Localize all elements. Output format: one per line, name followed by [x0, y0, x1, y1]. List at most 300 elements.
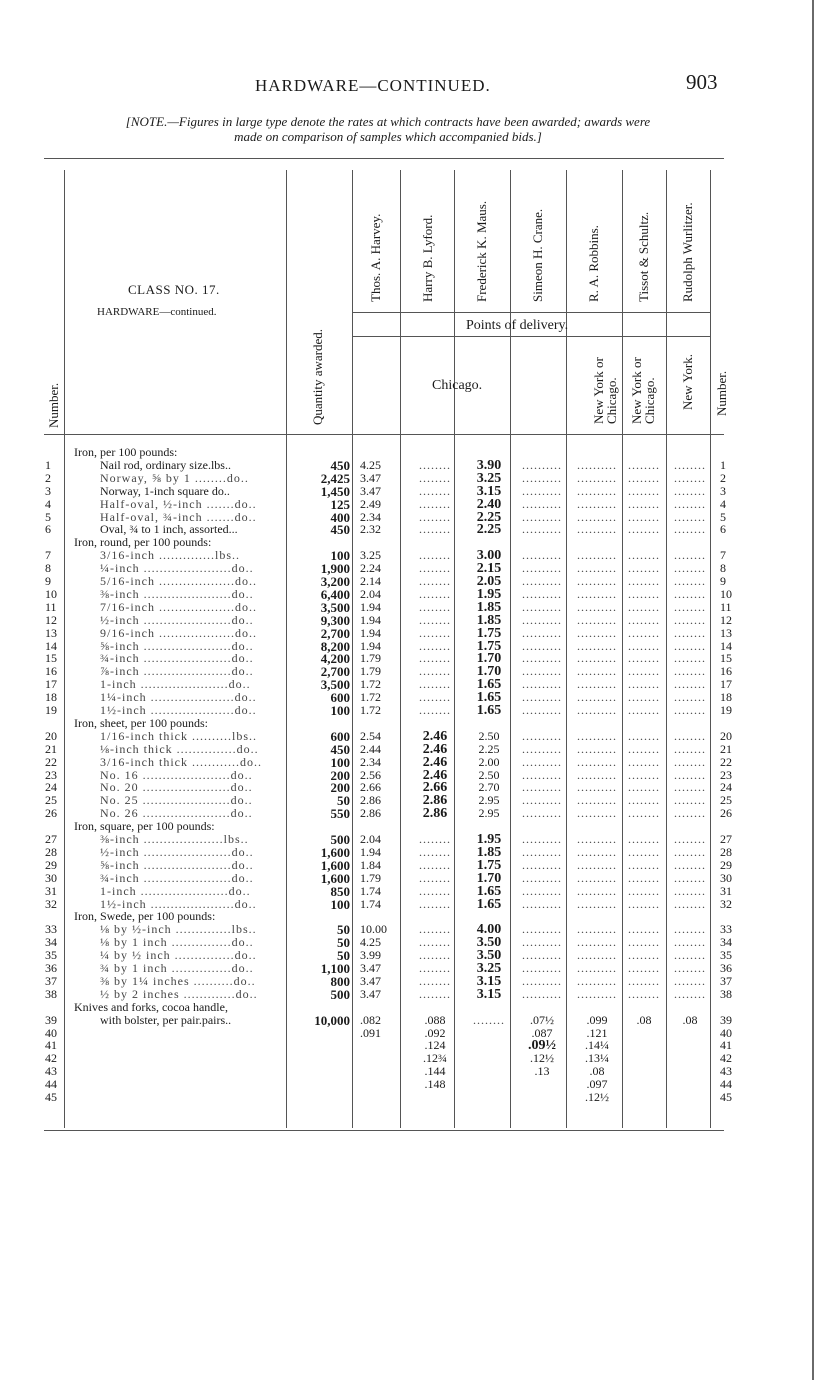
bid-tissot: ........ — [628, 561, 660, 576]
bid-crane: .......... — [522, 677, 562, 692]
bid-crane: .......... — [522, 832, 562, 846]
bid-robbins: .......... — [577, 638, 617, 653]
bid-robbins: .......... — [577, 728, 617, 743]
row-number-right: 14 — [720, 638, 732, 653]
bid-harvey: 4.25 — [360, 457, 381, 472]
bid-robbins: .14¼ — [585, 1038, 609, 1053]
bid-lyford: 2.46 — [422, 754, 448, 770]
quantity-awarded: 600 — [330, 728, 350, 744]
bid-wurlitzer: ........ — [674, 483, 706, 498]
bid-tissot: ........ — [628, 935, 660, 950]
bid-harvey: 1.94 — [360, 612, 381, 627]
bid-wurlitzer: ........ — [674, 522, 706, 537]
table-row — [40, 730, 760, 743]
bid-robbins: .......... — [577, 586, 617, 601]
bid-tissot: ........ — [628, 844, 660, 859]
bid-maus: 2.15 — [476, 561, 502, 577]
quantity-awarded: 2,700 — [320, 664, 350, 680]
bid-maus: 4.00 — [476, 922, 502, 938]
table-row — [40, 988, 760, 1001]
bid-wurlitzer: ........ — [674, 986, 706, 1001]
bid-crane: .......... — [522, 728, 562, 743]
row-number: 32 — [45, 896, 57, 911]
bid-maus: 2.25 — [476, 522, 502, 538]
bid-tissot: ........ — [628, 832, 660, 846]
bid-robbins: .......... — [577, 793, 617, 808]
bid-lyford: .088 — [424, 1012, 446, 1027]
item-description: No. 20 ......................do.. — [100, 781, 253, 795]
table-row — [40, 485, 760, 498]
bid-crane: .......... — [522, 767, 562, 782]
bid-harvey: 1.84 — [360, 857, 381, 872]
bid-robbins: .......... — [577, 948, 617, 963]
table-row — [40, 859, 760, 872]
quantity-awarded: 3,500 — [320, 599, 350, 615]
row-number-right: 4 — [720, 496, 726, 511]
bid-maus: 1.65 — [476, 677, 502, 693]
bidder-header-crane: Simeon H. Crane. — [530, 208, 545, 302]
row-number: 21 — [45, 741, 57, 756]
bid-harvey: 2.86 — [360, 793, 381, 808]
bid-lyford: ........ — [419, 574, 451, 588]
item-description: ¼-inch ......................do.. — [100, 562, 254, 576]
bid-wurlitzer: ........ — [674, 728, 706, 743]
bid-lyford: 2.46 — [422, 741, 448, 757]
bid-maus: 3.15 — [476, 986, 502, 1002]
item-description: ⅜-inch ......................do.. — [100, 587, 254, 601]
row-number-right: 45 — [720, 1090, 732, 1104]
item-description: Iron, per 100 pounds: — [74, 446, 178, 459]
row-number: 6 — [45, 522, 51, 537]
bid-maus: 2.25 — [476, 509, 502, 525]
bid-tissot: ........ — [628, 677, 660, 692]
row-number-right: 38 — [720, 986, 732, 1001]
quantity-awarded: 50 — [337, 793, 350, 809]
bid-wurlitzer: ........ — [674, 922, 706, 937]
bidder-header-lyford: Harry B. Lyford. — [420, 214, 435, 302]
bid-crane: .......... — [522, 703, 562, 717]
bid-wurlitzer: ........ — [674, 741, 706, 756]
row-number: 38 — [45, 986, 57, 1001]
bid-tissot: ........ — [628, 496, 660, 511]
bid-maus: 2.95 — [478, 806, 500, 821]
bid-robbins: .......... — [577, 857, 617, 872]
bid-tissot: ........ — [628, 522, 660, 537]
delivery-header-robbins: New York or Chicago. — [591, 357, 619, 424]
bid-robbins: .12½ — [585, 1090, 609, 1104]
bid-maus: 2.05 — [476, 574, 502, 589]
delivery-header-wurlitzer: New York. — [680, 354, 695, 410]
item-description: ⅝-inch ......................do.. — [100, 858, 254, 872]
bid-lyford: ........ — [419, 586, 451, 601]
row-number: 16 — [45, 664, 57, 679]
table-row — [40, 1014, 760, 1027]
bid-crane: .......... — [522, 922, 562, 937]
bid-crane: .......... — [522, 883, 562, 898]
bid-lyford: ........ — [419, 832, 451, 846]
bid-tissot: ........ — [628, 793, 660, 808]
bid-maus: 2.50 — [478, 767, 500, 782]
item-description: ⅛ by ½-inch ..............lbs.. — [100, 923, 257, 937]
bid-tissot: ........ — [628, 857, 660, 872]
item-description: 7/16-inch ...................do.. — [100, 600, 257, 614]
table-row — [40, 807, 760, 820]
bid-robbins: .121 — [586, 1025, 608, 1040]
row-number-right: 5 — [720, 509, 726, 524]
bid-lyford: 2.86 — [422, 793, 448, 809]
table-row — [40, 885, 760, 898]
bid-lyford: ........ — [419, 986, 451, 1001]
bid-maus: 1.75 — [476, 625, 502, 641]
row-number-right: 40 — [720, 1025, 732, 1040]
row-number: 27 — [45, 832, 57, 846]
quantity-awarded: 400 — [330, 509, 350, 525]
row-number-right: 37 — [720, 973, 732, 988]
item-description: 1/16-inch thick ..........lbs.. — [100, 729, 257, 743]
item-description: 1½-inch .....................do.. — [100, 704, 257, 717]
row-number-right: 3 — [720, 483, 726, 498]
quantity-awarded: 500 — [330, 832, 350, 847]
bidder-rule — [352, 312, 710, 313]
bid-lyford: 2.46 — [422, 767, 448, 783]
bid-harvey: 1.72 — [360, 690, 381, 705]
bid-maus: 3.90 — [476, 457, 502, 473]
item-description: ½ by 2 inches .............do.. — [100, 987, 258, 1001]
quantity-awarded: 9,300 — [320, 612, 350, 628]
bid-robbins: .......... — [577, 832, 617, 846]
row-number-right: 17 — [720, 677, 732, 692]
bid-robbins: .......... — [577, 883, 617, 898]
bid-crane: .......... — [522, 548, 562, 563]
bid-wurlitzer: ........ — [674, 599, 706, 614]
row-number-right: 23 — [720, 767, 732, 782]
quantity-awarded: 500 — [330, 986, 350, 1002]
bid-robbins: .......... — [577, 522, 617, 537]
bid-crane: .......... — [522, 470, 562, 485]
bid-robbins: .......... — [577, 496, 617, 511]
item-description: Knives and forks, cocoa handle, — [74, 1000, 228, 1014]
bid-robbins: .......... — [577, 935, 617, 950]
table-row — [40, 872, 760, 885]
bid-robbins: .13¼ — [585, 1051, 609, 1066]
item-description: 1-inch ......................do.. — [100, 678, 251, 692]
item-description: Half-oval, ¾-inch .......do.. — [100, 510, 257, 524]
bid-maus: 3.25 — [476, 961, 502, 976]
bid-crane: .......... — [522, 948, 562, 963]
bid-harvey: 2.54 — [360, 728, 381, 743]
bid-lyford: ........ — [419, 935, 451, 950]
bid-tissot: ........ — [628, 806, 660, 821]
bid-lyford: ........ — [419, 690, 451, 705]
row-number: 22 — [45, 754, 57, 769]
bid-crane: .......... — [522, 561, 562, 576]
bid-maus: 3.50 — [476, 935, 502, 951]
bid-wurlitzer: ........ — [674, 832, 706, 846]
table-row — [40, 975, 760, 988]
item-description: ½-inch ......................do.. — [100, 845, 254, 859]
bid-lyford: 2.66 — [422, 780, 448, 796]
bid-crane: .......... — [522, 509, 562, 524]
bid-crane: .......... — [522, 806, 562, 821]
table-row — [40, 1078, 760, 1091]
row-number: 40 — [45, 1025, 57, 1040]
bid-wurlitzer: ........ — [674, 690, 706, 705]
points-rule — [352, 336, 710, 337]
bid-wurlitzer: ........ — [674, 806, 706, 821]
bid-wurlitzer: ........ — [674, 561, 706, 576]
bid-wurlitzer: ........ — [674, 767, 706, 782]
bid-robbins: .......... — [577, 548, 617, 563]
bid-lyford: .12¾ — [423, 1051, 447, 1066]
page-number: 903 — [686, 70, 718, 94]
bid-tissot: ........ — [628, 625, 660, 640]
page-edge-line — [812, 0, 814, 1380]
bid-crane: .......... — [522, 973, 562, 988]
row-number-right: 44 — [720, 1077, 732, 1092]
bid-harvey: 4.25 — [360, 935, 381, 950]
bid-harvey: .091 — [360, 1025, 381, 1040]
bid-robbins: .......... — [577, 986, 617, 1001]
bid-tissot: ........ — [628, 767, 660, 782]
bid-crane: .......... — [522, 625, 562, 640]
item-description: Norway, 1-inch square do.. — [100, 484, 230, 498]
bid-crane: .......... — [522, 935, 562, 950]
bid-tissot: ........ — [628, 754, 660, 769]
quantity-awarded: 100 — [330, 548, 350, 564]
bid-wurlitzer: ........ — [674, 754, 706, 769]
row-number: 7 — [45, 548, 51, 563]
bid-robbins: .099 — [586, 1012, 608, 1027]
bid-harvey: 2.66 — [360, 780, 381, 795]
item-description: ¾-inch ......................do.. — [100, 652, 254, 666]
bid-maus: 3.25 — [476, 470, 502, 486]
delivery-header-tissot: New York or Chicago. — [629, 357, 657, 424]
bid-lyford: ........ — [419, 961, 451, 975]
bidder-header-harvey: Thos. A. Harvey. — [368, 213, 383, 302]
bid-tissot: ........ — [628, 548, 660, 563]
row-number: 2 — [45, 470, 51, 485]
bid-tissot: ........ — [628, 948, 660, 963]
quantity-awarded: 850 — [330, 883, 350, 899]
bid-lyford: ........ — [419, 883, 451, 898]
bid-harvey: 10.00 — [360, 922, 387, 937]
row-number: 9 — [45, 574, 51, 588]
row-number: 29 — [45, 857, 57, 872]
bid-crane: .......... — [522, 844, 562, 859]
item-description: No. 16 ......................do.. — [100, 768, 253, 782]
quantity-awarded: 200 — [330, 767, 350, 783]
table-row — [40, 717, 760, 730]
bid-wurlitzer: ........ — [674, 973, 706, 988]
item-description: 1½-inch .....................do.. — [100, 897, 257, 911]
bid-wurlitzer: ........ — [674, 664, 706, 679]
bid-lyford: ........ — [419, 857, 451, 872]
bid-tissot: ........ — [628, 922, 660, 937]
row-number-right: 6 — [720, 522, 726, 537]
row-number-right: 33 — [720, 922, 732, 937]
row-number: 14 — [45, 638, 57, 653]
bid-lyford: ........ — [419, 509, 451, 524]
bid-harvey: 1.72 — [360, 703, 381, 717]
bid-tissot: ........ — [628, 986, 660, 1001]
item-description: ⅞-inch ......................do.. — [100, 665, 254, 679]
row-number: 45 — [45, 1090, 57, 1104]
bid-robbins: .......... — [577, 690, 617, 705]
item-description: No. 25 ......................do.. — [100, 794, 253, 808]
bid-robbins: .......... — [577, 741, 617, 756]
bid-maus: 2.70 — [478, 780, 500, 795]
item-description: ¼ by ½ inch ...............do.. — [100, 949, 257, 963]
row-number-right: 15 — [720, 651, 732, 666]
bid-crane: .......... — [522, 457, 562, 472]
bid-wurlitzer: ........ — [674, 574, 706, 588]
bid-harvey: 1.79 — [360, 651, 381, 666]
bid-tissot: ........ — [628, 664, 660, 679]
quantity-awarded: 100 — [330, 754, 350, 770]
quantity-awarded: 450 — [330, 741, 350, 757]
bid-crane: .......... — [522, 986, 562, 1001]
quantity-awarded: 450 — [330, 522, 350, 538]
bid-harvey: 3.99 — [360, 948, 381, 963]
table-row — [40, 472, 760, 485]
bid-tissot: ........ — [628, 586, 660, 601]
row-number: 10 — [45, 586, 57, 601]
bid-tissot: ........ — [628, 638, 660, 653]
bid-harvey: 3.47 — [360, 470, 381, 485]
row-number-right: 1 — [720, 457, 726, 472]
note-line-2: made on comparison of samples which accompanied bids.] — [234, 129, 542, 144]
bid-harvey: 2.32 — [360, 522, 381, 537]
bid-lyford: ........ — [419, 548, 451, 563]
quantity-header: Quantity awarded. — [310, 328, 325, 425]
row-number-right: 28 — [720, 844, 732, 859]
item-description: Iron, Swede, per 100 pounds: — [74, 910, 216, 924]
row-number-right: 32 — [720, 896, 732, 911]
quantity-awarded: 1,450 — [320, 483, 350, 499]
bid-lyford: 2.86 — [422, 806, 448, 822]
class-subtitle: HARDWARE—continued. — [97, 306, 217, 318]
bid-tissot: ........ — [628, 690, 660, 705]
item-description: 9/16-inch ...................do.. — [100, 626, 257, 640]
bid-wurlitzer: ........ — [674, 651, 706, 666]
bid-lyford: ........ — [419, 664, 451, 679]
table-row — [40, 601, 760, 614]
bid-robbins: .08 — [589, 1064, 605, 1079]
row-number: 36 — [45, 961, 57, 975]
bid-crane: .......... — [522, 690, 562, 705]
bid-wurlitzer: ........ — [674, 509, 706, 524]
bid-harvey: 1.79 — [360, 870, 381, 885]
bid-tissot: ........ — [628, 703, 660, 717]
row-number-right: 26 — [720, 806, 732, 821]
item-description: No. 26 ......................do.. — [100, 807, 253, 821]
bid-tissot: ........ — [628, 741, 660, 756]
quantity-awarded: 3,500 — [320, 677, 350, 693]
row-number-right: 43 — [720, 1064, 732, 1079]
bid-wurlitzer: ........ — [674, 586, 706, 601]
row-number-right: 22 — [720, 754, 732, 769]
bid-maus: 1.85 — [476, 844, 502, 860]
quantity-awarded: 10,000 — [314, 1012, 350, 1028]
bid-robbins: .......... — [577, 483, 617, 498]
row-number: 8 — [45, 561, 51, 576]
bid-maus: 3.00 — [476, 548, 502, 564]
row-number: 25 — [45, 793, 57, 808]
bid-harvey: 1.94 — [360, 638, 381, 653]
bid-harvey: 2.34 — [360, 509, 381, 524]
bid-crane: .087 — [531, 1025, 553, 1040]
bid-harvey: 1.74 — [360, 883, 381, 898]
bid-crane: .......... — [522, 870, 562, 885]
bid-maus: 1.65 — [476, 690, 502, 706]
row-number: 17 — [45, 677, 57, 692]
item-description: 5/16-inch ...................do.. — [100, 575, 257, 588]
bid-lyford: ........ — [419, 870, 451, 885]
bid-maus: 1.65 — [476, 703, 502, 718]
row-number-right: 24 — [720, 780, 732, 795]
row-number: 35 — [45, 948, 57, 963]
quantity-awarded: 1,900 — [320, 561, 350, 577]
item-description: ⅝-inch ......................do.. — [100, 639, 254, 653]
bid-harvey: 3.47 — [360, 961, 381, 975]
bid-lyford: ........ — [419, 483, 451, 498]
row-number: 19 — [45, 703, 57, 717]
bid-maus: 1.65 — [476, 883, 502, 899]
quantity-awarded: 3,200 — [320, 574, 350, 589]
bid-wurlitzer: ........ — [674, 883, 706, 898]
bid-wurlitzer: ........ — [674, 625, 706, 640]
bid-wurlitzer: ........ — [674, 677, 706, 692]
bid-lyford: .144 — [424, 1064, 446, 1079]
bid-harvey: 3.47 — [360, 986, 381, 1001]
bidder-header-tissot: Tissot & Schultz. — [636, 211, 651, 302]
bid-wurlitzer: .08 — [682, 1012, 698, 1027]
item-description: Iron, round, per 100 pounds: — [74, 536, 212, 550]
bid-harvey: 1.94 — [360, 625, 381, 640]
bid-robbins: .097 — [586, 1077, 608, 1092]
bid-lyford: ........ — [419, 522, 451, 537]
bid-tissot: ........ — [628, 961, 660, 975]
bid-maus: 1.95 — [476, 586, 502, 602]
row-number-right: 35 — [720, 948, 732, 963]
row-number-right: 16 — [720, 664, 732, 679]
bid-wurlitzer: ........ — [674, 935, 706, 950]
bid-lyford: ........ — [419, 496, 451, 511]
bid-robbins: .......... — [577, 870, 617, 885]
quantity-awarded: 100 — [330, 703, 350, 718]
bid-maus: 1.95 — [476, 832, 502, 847]
bid-maus: 2.50 — [478, 728, 500, 743]
row-number-right: 2 — [720, 470, 726, 485]
bid-robbins: .......... — [577, 973, 617, 988]
bid-maus: 1.75 — [476, 638, 502, 654]
table-row — [40, 588, 760, 601]
bid-crane: .......... — [522, 754, 562, 769]
bid-harvey: 3.47 — [360, 973, 381, 988]
item-description: 1¼-inch .....................do.. — [100, 691, 257, 705]
row-number: 37 — [45, 973, 57, 988]
item-description: Norway, ⅝ by 1 ........do.. — [100, 471, 249, 485]
bid-robbins: .......... — [577, 625, 617, 640]
table-row — [40, 1065, 760, 1078]
row-number: 11 — [45, 599, 57, 614]
bid-robbins: .......... — [577, 651, 617, 666]
row-number: 26 — [45, 806, 57, 821]
item-description: Oval, ¾ to 1 inch, assorted... — [100, 523, 238, 537]
row-number: 33 — [45, 922, 57, 937]
bid-harvey: 2.56 — [360, 767, 381, 782]
bid-crane: .......... — [522, 741, 562, 756]
